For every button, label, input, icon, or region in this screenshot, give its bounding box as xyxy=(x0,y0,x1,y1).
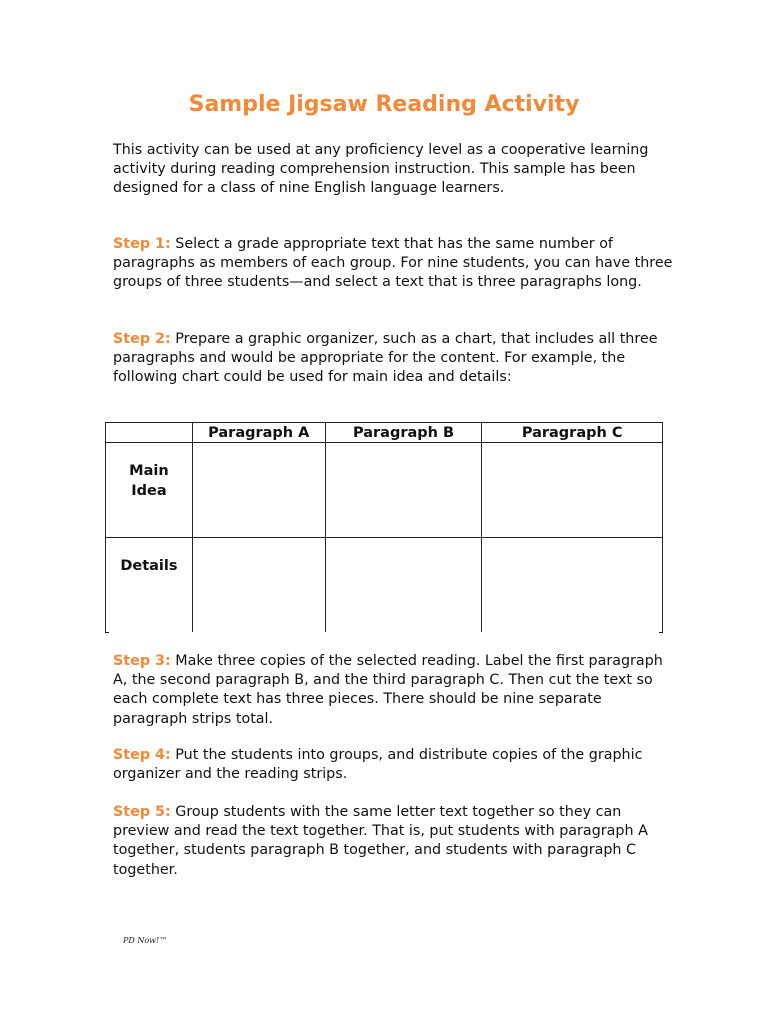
step-1-label: Step 1: xyxy=(113,236,171,252)
step-2-label: Step 2: xyxy=(113,331,171,347)
step-3-text: Make three copies of the selected reading. Label the first paragraph A, the second paragraph B, and the third paragraph C. Then cut the text so each complete text has three pieces. There should be nine separate paragraph strips total. xyxy=(113,653,663,727)
row-label-main-idea-line1: Main xyxy=(129,463,169,479)
cell-details-a xyxy=(192,538,325,633)
cell-main-idea-b xyxy=(325,443,482,538)
row-label-details-line1: Details xyxy=(120,558,178,574)
graphic-organizer-table xyxy=(105,422,663,632)
table-corner-mark-left xyxy=(105,632,109,633)
row-label-main-idea-line2: Idea xyxy=(131,483,167,499)
table-header-paragraph-a: Paragraph A xyxy=(192,423,325,443)
table-corner-mark-right xyxy=(659,632,663,633)
step-3-label: Step 3: xyxy=(113,653,171,669)
cell-details-c xyxy=(482,538,663,633)
table-header-paragraph-b: Paragraph B xyxy=(325,423,482,443)
table-header-row xyxy=(106,423,663,443)
row-label-details xyxy=(106,538,193,633)
table-header-corner xyxy=(106,423,193,443)
row-label-main-idea xyxy=(106,443,193,538)
footer-brand: PD Now!™ xyxy=(123,936,168,945)
step-2-text: Prepare a graphic organizer, such as a chart, that includes all three paragraphs and would be appropriate for the content. For example, the following chart could be used for main idea and details: xyxy=(113,331,658,386)
step-4-paragraph xyxy=(113,746,673,784)
page-title: Sample Jigsaw Reading Activity xyxy=(188,92,580,117)
step-4-text: Put the students into groups, and distribute copies of the graphic organizer and the reading strips. xyxy=(113,747,643,783)
table-row-details xyxy=(106,538,663,633)
cell-details-b xyxy=(325,538,482,633)
cell-main-idea-c xyxy=(482,443,663,538)
table-header-paragraph-c: Paragraph C xyxy=(482,423,663,443)
step-5-text: Group students with the same letter text together so they can preview and read the text together. That is, put students with paragraph A together, students paragraph B together, and students with paragraph C together. xyxy=(113,804,648,878)
step-4-label: Step 4: xyxy=(113,747,171,763)
step-1-text: Select a grade appropriate text that has the same number of paragraphs as members of each group. For nine students, you can have three groups of three students—and select a text that is three paragraphs long. xyxy=(113,236,673,291)
step-5-paragraph xyxy=(113,803,673,880)
step-2-paragraph xyxy=(113,330,673,388)
step-1-paragraph xyxy=(113,235,673,293)
cell-main-idea-a xyxy=(192,443,325,538)
step-3-paragraph xyxy=(113,652,673,729)
table-row-main-idea xyxy=(106,443,663,538)
intro-paragraph: This activity can be used at any proficiency level as a cooperative learning activity during reading comprehension instruction. This sample has been designed for a class of nine English language learners. xyxy=(113,142,649,197)
step-5-label: Step 5: xyxy=(113,804,171,820)
